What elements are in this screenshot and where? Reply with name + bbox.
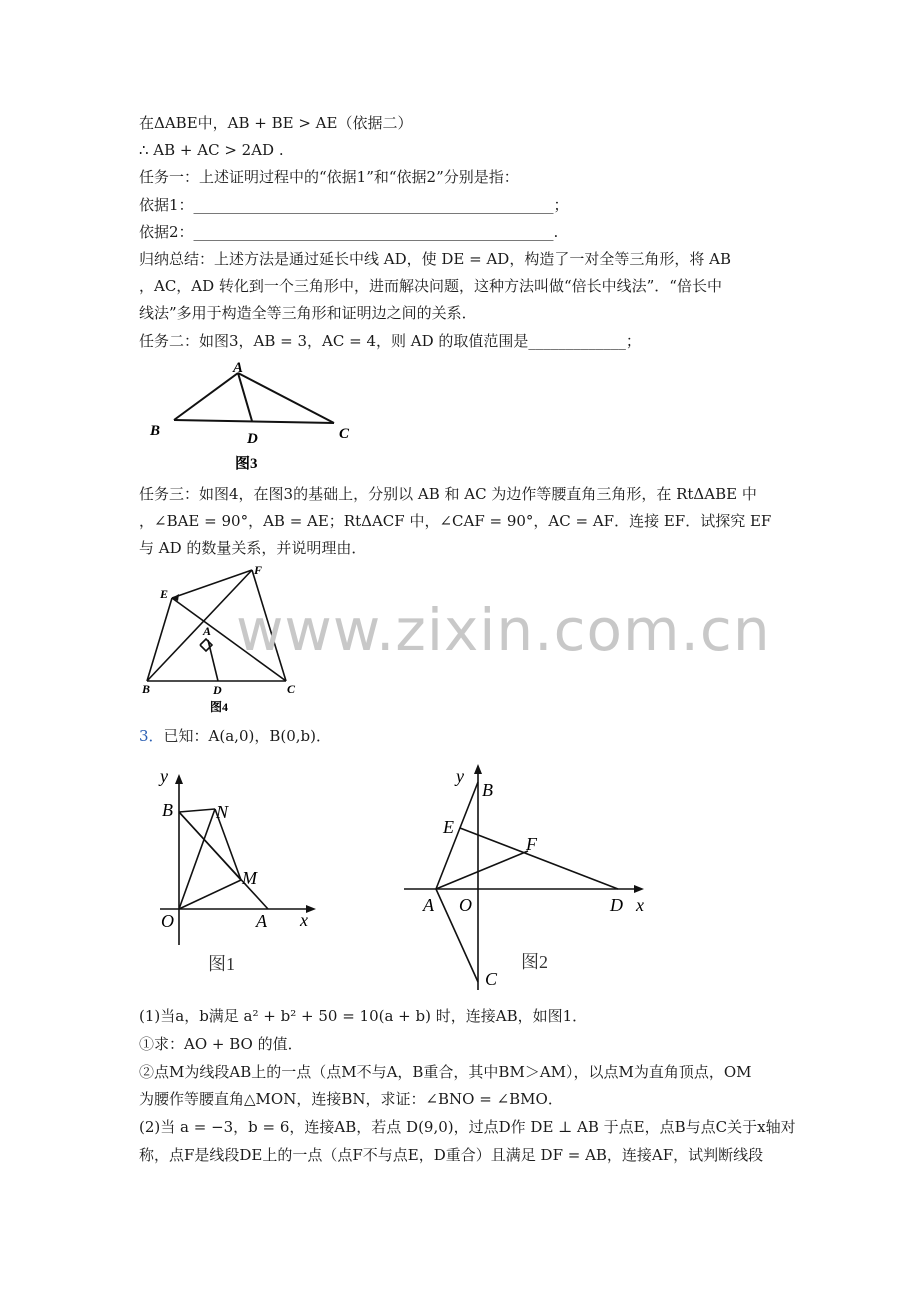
figure-2: [400, 762, 660, 994]
fig1-axis-x: x: [300, 910, 308, 930]
fig2-label-c: C: [485, 969, 498, 989]
fig2-label-a: A: [423, 895, 434, 915]
watermark: www.zixin.com.cn: [236, 596, 771, 664]
fig1-label-a: A: [256, 911, 267, 931]
task-3-line-2: ，∠BAE = 90°，AB = AE；RtΔACF 中，∠CAF = 90°，AC = AF．连接 EF．试探究 EF: [139, 512, 772, 530]
fig4-label-d: D: [213, 683, 222, 697]
task-3-line-3: 与 AD 的数量关系，并说明理由．: [139, 539, 367, 557]
part-1-sub-1: ①求：AO + BO 的值．: [139, 1035, 303, 1053]
text-line-3: 任务一：上述证明过程中的“依据1”和“依据2”分别是指：: [139, 168, 519, 186]
fig3-caption: 图3: [235, 456, 258, 472]
fig1-label-n: N: [216, 802, 229, 822]
figure-1: [150, 760, 330, 980]
basis-2-blank: 依据2：________________________________________________.: [139, 223, 559, 241]
fig3-label-d: D: [247, 431, 258, 447]
fig1-label-m: M: [242, 868, 257, 888]
task-2-line: 任务二：如图3，AB = 3，AC = 4，则 AD 的取值范围是_____________；: [139, 332, 641, 350]
fig1-label-o: O: [161, 911, 174, 931]
text-line-1: 在ΔABE中，AB + BE > AE（依据二）: [139, 114, 413, 132]
question-3-line: [139, 726, 331, 746]
part-2-line-2: 称，点F是线段DE上的一点（点F不与点E，D重合）且满足 DF = AB，连接AF，试判断线段: [139, 1146, 764, 1164]
fig4-label-c: C: [287, 682, 296, 696]
fig4-label-e: E: [160, 587, 169, 601]
summary-line-2: ，AC，AD 转化到一个三角形中，进而解决问题，这种方法叫做“倍长中线法”．“倍长中: [139, 277, 722, 295]
fig4-caption: 图4: [210, 700, 229, 714]
fig2-label-e: E: [443, 817, 454, 837]
basis-1-blank: 依据1：________________________________________________；: [139, 196, 569, 214]
part-2-line-1: (2)当 a = −3，b = 6，连接AB，若点 D(9,0)，过点D作 DE ⊥ AB 于点E，点B与点C关于x轴对: [139, 1118, 796, 1136]
fig3-label-c: C: [339, 426, 350, 442]
part-1-sub-2-line-1: ②点M为线段AB上的一点（点M不与A，B重合，其中BM＞AM），以点M为直角顶点，OM: [139, 1063, 752, 1081]
fig3-label-b: B: [150, 423, 161, 439]
fig4-label-a: A: [203, 624, 212, 638]
part-1-line: (1)当a，b满足 a² + b² + 50 = 10(a + b) 时，连接AB，如图1．: [139, 1007, 588, 1025]
fig3-label-a: A: [233, 360, 244, 376]
summary-line-1: 归纳总结：上述方法是通过延长中线 AD，使 DE = AD，构造了一对全等三角形，将 AB: [139, 250, 731, 268]
question-3-given: 已知：A(a,0)，B(0,b)．: [163, 727, 331, 745]
fig2-caption: 图2: [521, 952, 548, 972]
fig2-label-b: B: [482, 780, 493, 800]
fig1-label-b: B: [162, 800, 173, 820]
fig2-axis-y: y: [456, 766, 464, 786]
fig2-label-f: F: [526, 834, 537, 854]
fig2-label-d: D: [610, 895, 623, 915]
task-3-line-1: 任务三：如图4，在图3的基础上，分别以 AB 和 AC 为边作等腰直角三角形，在 RtΔABE 中: [139, 485, 757, 503]
text-line-2: ∴ AB + AC > 2AD .: [139, 141, 284, 159]
fig1-caption: 图1: [208, 954, 235, 974]
fig4-label-b: B: [142, 682, 151, 696]
fig2-axis-x: x: [636, 895, 644, 915]
fig4-label-f: F: [254, 563, 263, 577]
fig1-axis-y: y: [160, 766, 168, 786]
question-number: 3．: [139, 727, 164, 745]
figure-3: [140, 355, 370, 475]
summary-line-3: 线法”多用于构造全等三角形和证明边之间的关系．: [139, 304, 477, 322]
part-1-sub-2-line-2: 为腰作等腰直角△MON，连接BN，求证：∠BNO = ∠BMO．: [139, 1090, 563, 1108]
fig2-label-o: O: [459, 895, 472, 915]
